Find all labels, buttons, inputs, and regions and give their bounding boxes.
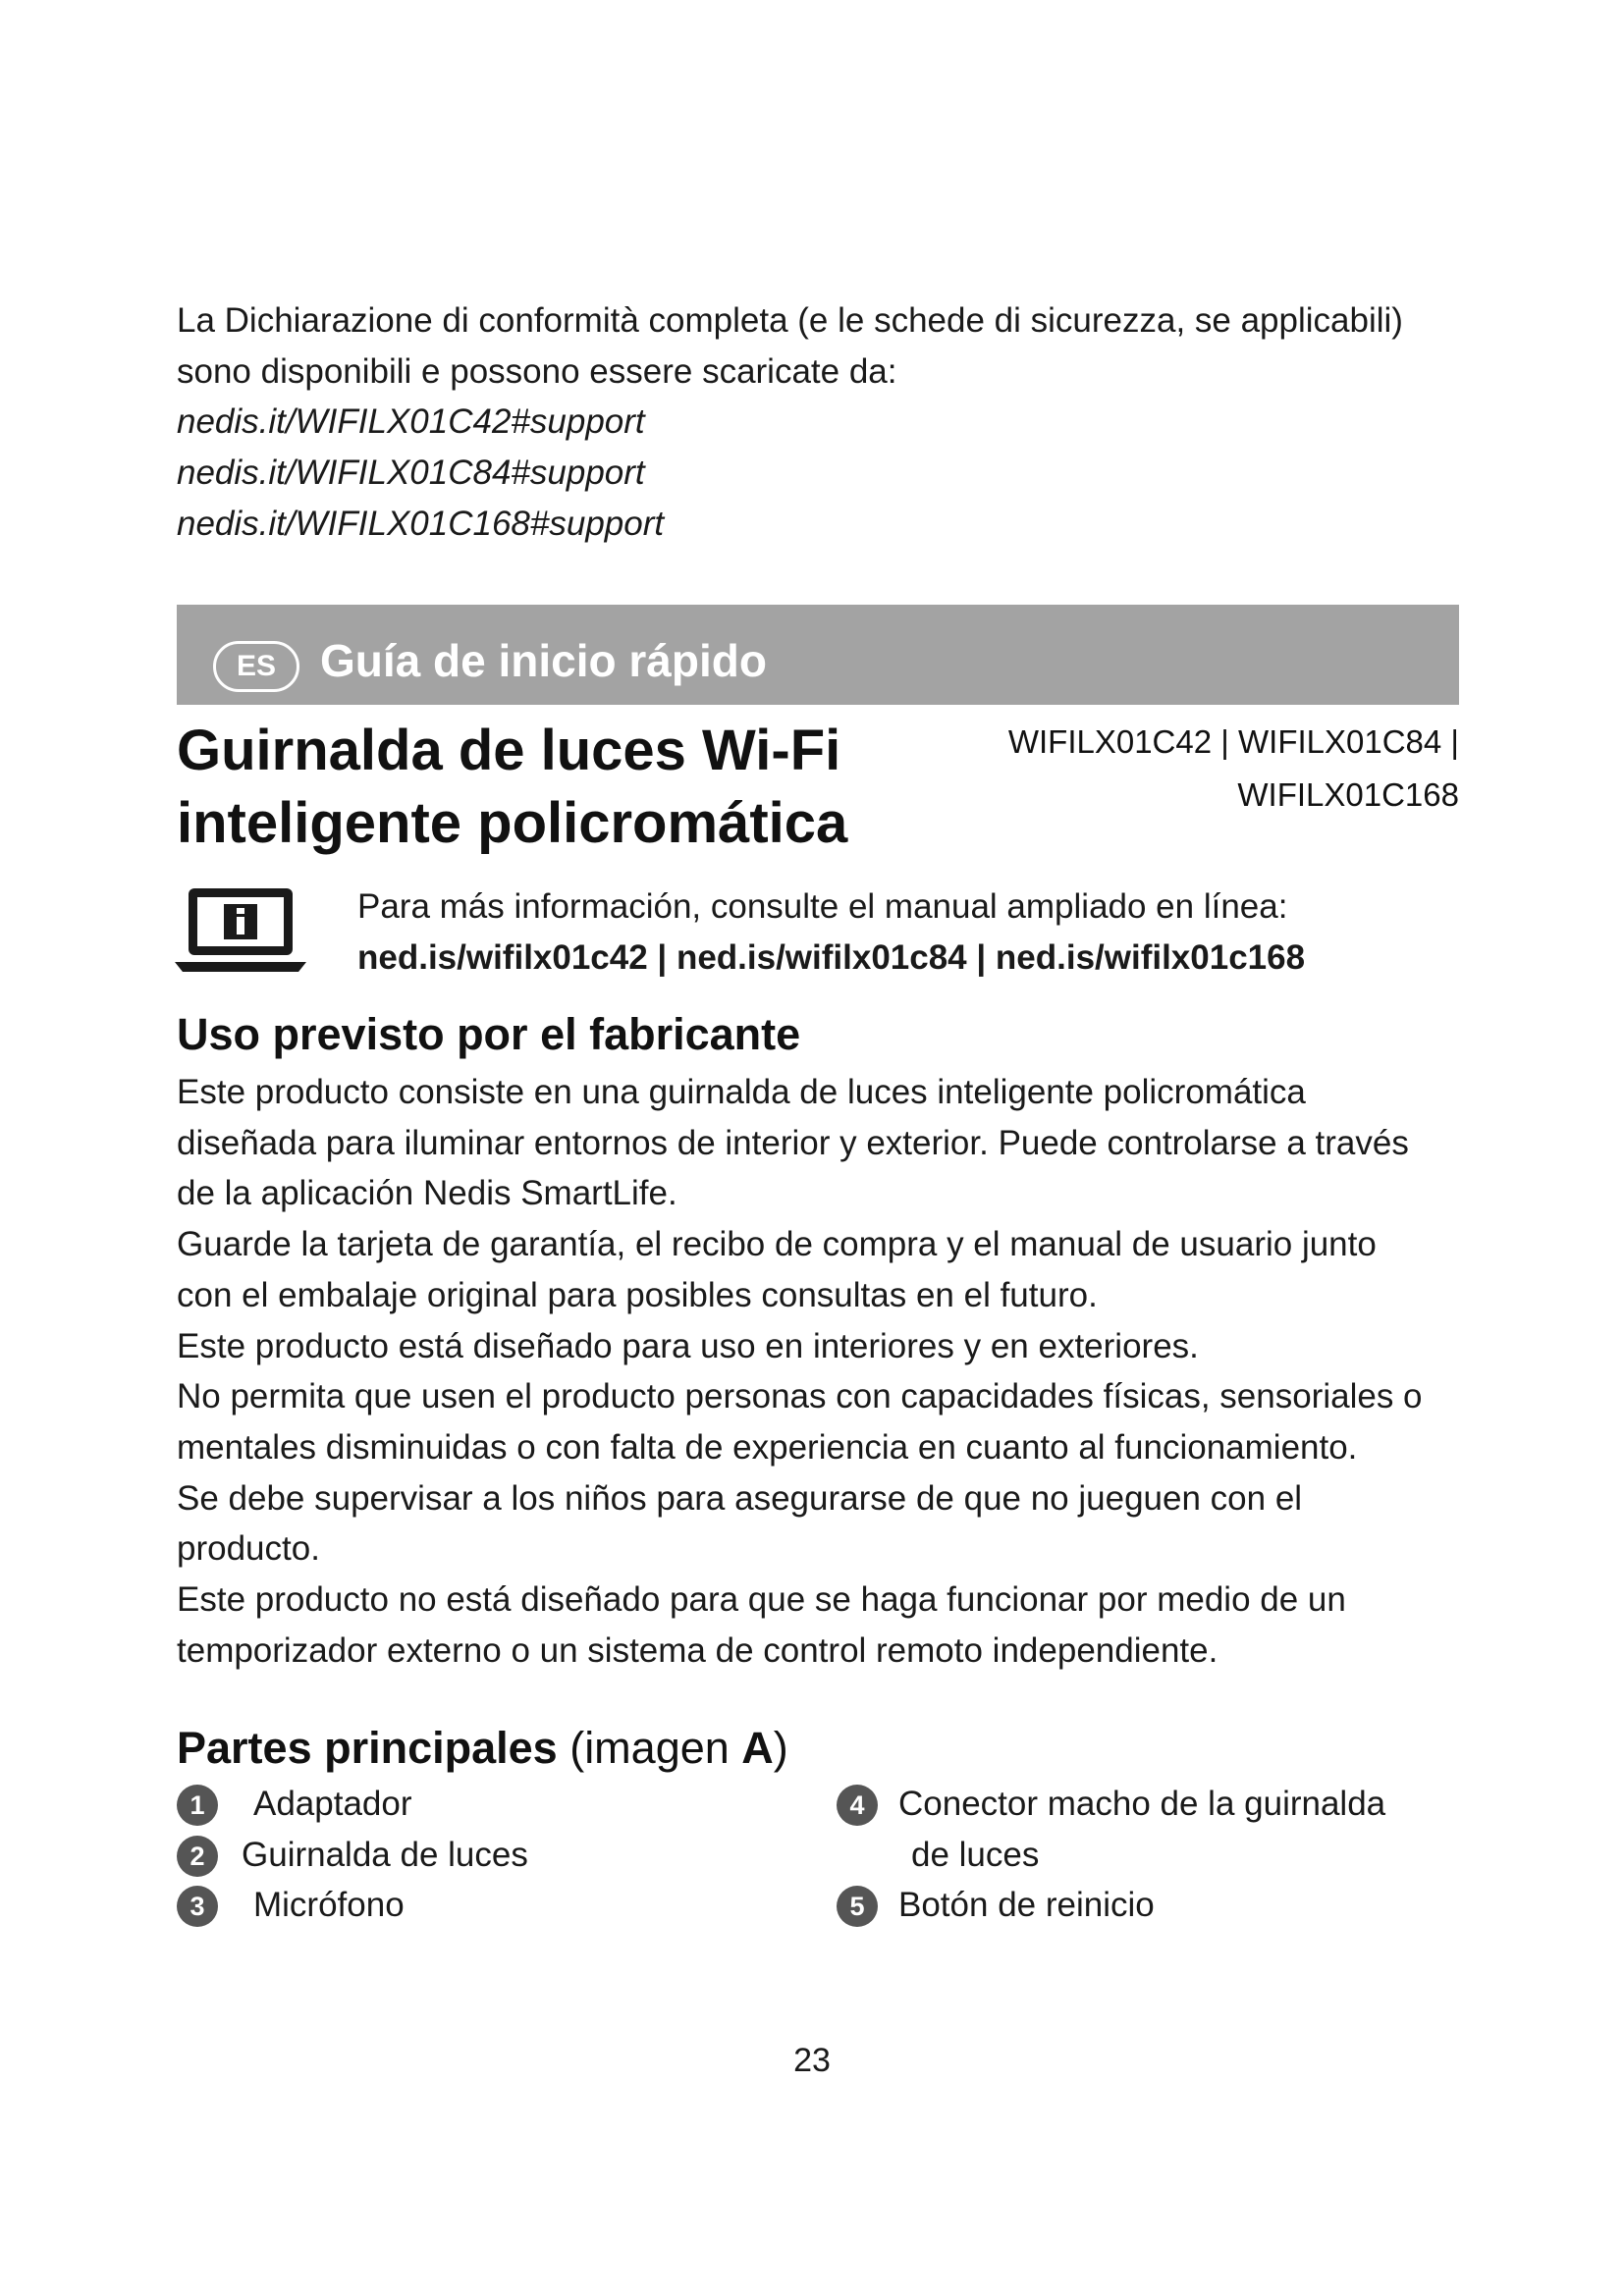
intended-use-body bbox=[177, 1067, 1423, 1676]
support-link[interactable]: nedis.it/WIFILX01C84#support bbox=[177, 454, 645, 493]
paragraph-line: Este producto está diseñado para uso en interiores y en exteriores. bbox=[177, 1326, 1199, 1365]
language-badge: ES bbox=[213, 641, 299, 692]
paragraph-line: diseñada para iluminar entornos de interior y exterior. Puede controlarse a través bbox=[177, 1123, 1409, 1162]
support-link[interactable]: nedis.it/WIFILX01C168#support bbox=[177, 504, 665, 543]
part-number-badge: 5 bbox=[837, 1886, 878, 1927]
paragraph-line: Guarde la tarjeta de garantía, el recibo de compra y el manual de usuario junto bbox=[177, 1225, 1377, 1264]
quick-start-banner bbox=[177, 605, 1459, 705]
part-number-badge: 4 bbox=[837, 1785, 878, 1826]
more-info-block bbox=[357, 881, 1305, 983]
main-parts-heading bbox=[177, 1723, 788, 1774]
part-label: Botón de reinicio bbox=[898, 1886, 1155, 1924]
paragraph-line: Este producto consiste en una guirnalda de luces inteligente policromática bbox=[177, 1073, 1306, 1111]
part-label: Guirnalda de luces bbox=[242, 1836, 528, 1874]
paragraph-line: mentales disminuidas o con falta de experiencia en cuanto al funcionamiento. bbox=[177, 1427, 1358, 1467]
part-label: Adaptador bbox=[253, 1785, 412, 1823]
quick-start-title: Guía de inicio rápido bbox=[320, 635, 767, 686]
product-title-line: inteligente policromática bbox=[177, 791, 848, 855]
image-ref-letter: A bbox=[741, 1723, 774, 1773]
manual-links[interactable]: ned.is/wifilx01c42 | ned.is/wifilx01c84 | ned.is/wifilx01c168 bbox=[357, 937, 1306, 977]
model-line: WIFILX01C42 | WIFILX01C84 | bbox=[1007, 723, 1459, 760]
intended-use-heading: Uso previsto por el fabricante bbox=[177, 1009, 801, 1059]
part-label: Conector macho de la guirnalda bbox=[898, 1785, 1386, 1823]
paragraph-line: temporizador externo o un sistema de control remoto independiente. bbox=[177, 1630, 1218, 1670]
more-info-text: Para más información, consulte el manual ampliado en línea: bbox=[357, 887, 1288, 926]
declaration-line: sono disponibili e possono essere scaricate da: bbox=[177, 351, 897, 391]
part-number-badge: 2 bbox=[177, 1836, 218, 1877]
model-numbers bbox=[943, 716, 1459, 822]
main-parts-heading-bold: Partes principales bbox=[177, 1723, 558, 1773]
declaration-line: La Dichiarazione di conformità completa (e le schede di sicurezza, se applicabili) bbox=[177, 301, 1403, 340]
product-title bbox=[177, 715, 847, 860]
paragraph-line: con el embalaje original para posibles consultas en el futuro. bbox=[177, 1275, 1098, 1314]
paragraph-line: Este producto no está diseñado para que se haga funcionar por medio de un bbox=[177, 1580, 1346, 1620]
paragraph-line: No permita que usen el producto personas con capacidades físicas, sensoriales o bbox=[177, 1377, 1423, 1416]
image-ref-open: (imagen bbox=[569, 1723, 742, 1773]
page-number: 23 bbox=[793, 2042, 831, 2079]
image-ref-close: ) bbox=[773, 1723, 788, 1773]
paragraph-line: producto. bbox=[177, 1529, 320, 1569]
part-number-badge: 1 bbox=[177, 1785, 218, 1826]
product-title-line: Guirnalda de luces Wi-Fi bbox=[177, 719, 841, 782]
part-label-continued: de luces bbox=[911, 1836, 1040, 1874]
support-link[interactable]: nedis.it/WIFILX01C42#support bbox=[177, 402, 645, 442]
model-line: WIFILX01C168 bbox=[1237, 776, 1459, 813]
italian-declaration-block bbox=[177, 295, 1403, 550]
paragraph-line: de la aplicación Nedis SmartLife. bbox=[177, 1174, 677, 1213]
part-label: Micrófono bbox=[253, 1886, 405, 1924]
paragraph-line: Se debe supervisar a los niños para asegurarse de que no jueguen con el bbox=[177, 1478, 1303, 1518]
part-number-badge: 3 bbox=[177, 1886, 218, 1927]
laptop-info-icon bbox=[175, 883, 306, 976]
